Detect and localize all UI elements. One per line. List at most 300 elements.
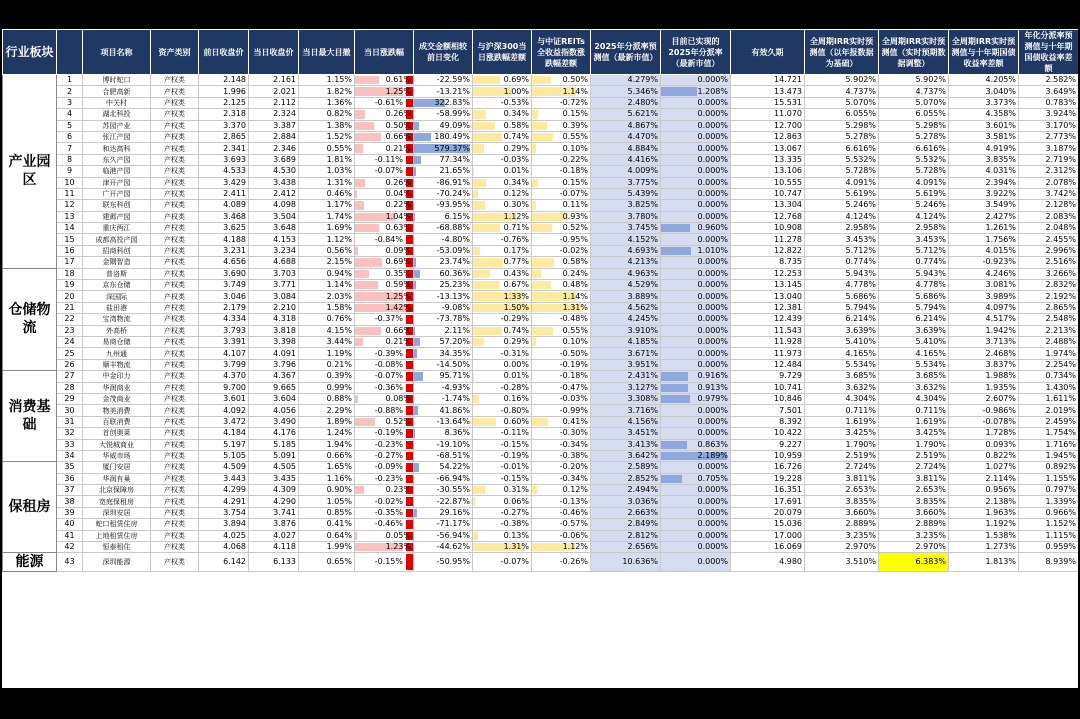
cell-value: 5.943%	[845, 268, 876, 278]
cell-value: -0.18%	[559, 371, 588, 381]
cell-irr-realtime	[879, 439, 949, 450]
pink-data-bar	[355, 179, 365, 187]
cell-vs-hs300	[473, 257, 532, 268]
cell-value: 4.205%	[985, 75, 1016, 85]
cell-vs-reits-index	[532, 359, 591, 370]
cell-value: 8.36%	[444, 428, 470, 438]
cell-irr-realtime	[879, 86, 949, 97]
cell-asset-type	[151, 553, 199, 572]
header-prev-close: 前日收盘价	[199, 30, 249, 75]
cell-irr-annual	[805, 291, 879, 302]
cell-prev-close	[199, 519, 249, 530]
cell-value: 2.582%	[1045, 75, 1076, 85]
cell-value: 16	[64, 246, 75, 256]
cell-vs-reits-index	[532, 439, 591, 450]
cell-irr-spread	[949, 542, 1019, 553]
cell-dist-spread	[1019, 314, 1079, 325]
cell-duration	[731, 542, 805, 553]
cell-prev-close	[199, 257, 249, 268]
cell-dist-spread	[1019, 200, 1079, 211]
table-row	[3, 496, 1079, 507]
cell-value: 0.58%	[503, 120, 529, 130]
table-row	[3, 291, 1079, 302]
cell-value: 3.391	[223, 337, 246, 347]
cell-dist-forecast	[591, 280, 661, 291]
cell-value: 0.66%	[326, 451, 352, 461]
sector-label: 仓储物流	[3, 268, 57, 371]
cell-value: 3.451%	[627, 428, 658, 438]
cell-change	[355, 553, 414, 572]
cell-irr-annual	[805, 223, 879, 234]
cell-dist-realized	[661, 462, 731, 473]
cell-project	[83, 86, 151, 97]
cell-value: 4.416%	[627, 154, 658, 164]
cell-irr-spread	[949, 200, 1019, 211]
cell-dist-forecast	[591, 439, 661, 450]
cell-value: 2.663%	[627, 508, 658, 518]
cell-value: 3.170%	[1045, 120, 1076, 130]
cell-irr-spread	[949, 280, 1019, 291]
cell-value: -0.07%	[500, 557, 529, 567]
cell-value: 2.346	[273, 143, 296, 153]
cell-value: 5.278%	[845, 132, 876, 142]
cell-value: 2	[66, 86, 73, 96]
cell-value: 0.000%	[697, 485, 728, 495]
cell-vs-reits-index	[532, 496, 591, 507]
cell-project	[83, 507, 151, 518]
yellow-data-bar	[473, 201, 485, 209]
cell-irr-realtime	[879, 109, 949, 120]
cell-value: 2.11%	[444, 325, 470, 335]
cell-dist-realized	[661, 257, 731, 268]
cell-value: 0.863%	[697, 439, 728, 449]
cell-value: 0.74%	[503, 325, 529, 335]
cell-value: 9	[66, 166, 73, 176]
cell-value: 3.443	[223, 473, 246, 483]
cell-value: 35	[64, 462, 75, 472]
cell-volume-change	[414, 450, 473, 461]
cell-value: 建邺产园	[102, 212, 131, 221]
header-asset-type: 资产类别	[151, 30, 199, 75]
cell-value: 3.234	[273, 246, 296, 256]
cell-asset-type	[151, 245, 199, 256]
cell-value: 产权类	[164, 235, 185, 244]
cell-duration	[731, 143, 805, 154]
cell-value: 0.41%	[326, 519, 352, 529]
cell-value: 京东仓储	[102, 281, 131, 290]
cell-value: -0.80%	[500, 405, 529, 415]
cell-value: 0.29%	[503, 143, 529, 153]
cell-value: 0.82%	[326, 109, 352, 119]
cell-value: 5.621%	[627, 109, 658, 119]
cell-value: 3.922%	[985, 189, 1016, 199]
table-row	[3, 325, 1079, 336]
cell-max-drawdown	[299, 325, 355, 336]
cell-value: 1.14%	[326, 280, 352, 290]
cell-value: 3.685%	[915, 371, 946, 381]
cell-value: 华润商业	[102, 383, 131, 392]
cell-value: 13.106	[774, 166, 802, 176]
cell-value: 0.76%	[326, 314, 352, 324]
cell-value: 1.36%	[326, 97, 352, 107]
cell-value: 2.125	[223, 97, 246, 107]
table-row	[3, 507, 1079, 518]
cell-irr-realtime	[879, 245, 949, 256]
cell-value: 产权类	[164, 531, 185, 540]
cell-value: 11.928	[774, 337, 802, 347]
cell-vs-hs300	[473, 428, 532, 439]
cell-volume-change	[414, 200, 473, 211]
cell-vs-hs300	[473, 473, 532, 484]
cell-index	[57, 143, 83, 154]
cell-value: 26	[64, 359, 75, 369]
cell-value: 0.99%	[326, 382, 352, 392]
cell-dist-forecast	[591, 154, 661, 165]
cell-dist-spread	[1019, 154, 1079, 165]
cell-prev-close	[199, 371, 249, 382]
cell-irr-annual	[805, 405, 879, 416]
cell-index	[57, 245, 83, 256]
cell-close	[249, 200, 299, 211]
blue-data-bar	[414, 429, 415, 437]
cell-irr-annual	[805, 439, 879, 450]
cell-value: 外高桥	[106, 326, 127, 335]
cell-value: 2.488%	[1045, 337, 1076, 347]
cell-value: 6.383%	[915, 557, 946, 567]
table-row	[3, 177, 1079, 188]
cell-value: 3.671%	[627, 348, 658, 358]
cell-vs-hs300	[473, 268, 532, 279]
cell-value: 20.079	[774, 508, 802, 518]
cell-project	[83, 234, 151, 245]
cell-value: 2.548%	[1045, 314, 1076, 324]
cell-close	[249, 314, 299, 325]
cell-vs-hs300	[473, 86, 532, 97]
cell-volume-change	[414, 154, 473, 165]
cell-vs-reits-index	[532, 257, 591, 268]
cell-value: 6.214%	[915, 314, 946, 324]
cell-value: 2.656%	[627, 542, 658, 552]
cell-asset-type	[151, 314, 199, 325]
table-row	[3, 109, 1079, 120]
cell-close	[249, 382, 299, 393]
cell-vs-reits-index	[532, 348, 591, 359]
cell-value: 4.107	[223, 348, 246, 358]
cell-prev-close	[199, 86, 249, 97]
cell-value: 3.693	[223, 154, 246, 164]
cell-value: 1.99%	[326, 542, 352, 552]
cell-value: 0.979%	[697, 394, 728, 404]
cell-value: 1	[66, 75, 73, 85]
cell-volume-change	[414, 542, 473, 553]
cell-duration	[731, 234, 805, 245]
cell-value: 3.601%	[985, 120, 1016, 130]
cell-duration	[731, 177, 805, 188]
cell-dist-spread	[1019, 542, 1079, 553]
cell-value: 4.505	[273, 462, 296, 472]
cell-value: 2.849%	[627, 519, 658, 529]
cell-max-drawdown	[299, 211, 355, 222]
cell-irr-spread	[949, 382, 1019, 393]
cell-vs-reits-index	[532, 507, 591, 518]
cell-value: 4.015%	[985, 246, 1016, 256]
cell-volume-change	[414, 439, 473, 450]
table-row	[3, 211, 1079, 222]
cell-value: 0.960%	[697, 223, 728, 233]
cell-vs-hs300	[473, 348, 532, 359]
table-row	[3, 428, 1079, 439]
cell-value: -0.36%	[374, 382, 403, 392]
cell-volume-change	[414, 393, 473, 404]
cell-dist-spread	[1019, 348, 1079, 359]
cell-value: 2.021	[273, 86, 296, 96]
cell-dist-spread	[1019, 245, 1079, 256]
yellow-data-bar	[532, 486, 537, 494]
cell-value: 0.000%	[697, 132, 728, 142]
cell-vs-reits-index	[532, 188, 591, 199]
cell-value: 0.000%	[697, 109, 728, 119]
cell-value: 0.000%	[697, 143, 728, 153]
cell-duration	[731, 314, 805, 325]
cell-value: 3.625	[223, 223, 246, 233]
cell-asset-type	[151, 439, 199, 450]
cell-value: 4.867%	[627, 120, 658, 130]
cell-value: 产权类	[164, 292, 185, 301]
cell-irr-spread	[949, 496, 1019, 507]
cell-value: 0.77%	[503, 257, 529, 267]
sector-label: 产业园区	[3, 75, 57, 269]
yellow-data-bar	[473, 110, 486, 118]
cell-value: 1.339%	[1045, 496, 1076, 506]
cell-irr-spread	[949, 530, 1019, 541]
cell-value: 华威市场	[102, 452, 131, 461]
cell-value: 1.996	[223, 86, 246, 96]
pink-data-bar	[355, 133, 381, 141]
cell-change	[355, 245, 414, 256]
cell-irr-annual	[805, 473, 879, 484]
cell-value: 0.66%	[385, 325, 411, 335]
cell-value: 产权类	[164, 497, 185, 506]
cell-dist-realized	[661, 439, 731, 450]
cell-volume-change	[414, 223, 473, 234]
cell-value: 3.742%	[1045, 189, 1076, 199]
pink-data-bar	[355, 395, 358, 403]
cell-asset-type	[151, 223, 199, 234]
cell-irr-spread	[949, 405, 1019, 416]
cell-value: 4.091	[273, 348, 296, 358]
cell-value: 5	[66, 120, 73, 130]
cell-value: 产权类	[164, 155, 185, 164]
blue-data-bar	[661, 247, 691, 255]
table-row	[3, 257, 1079, 268]
cell-change	[355, 200, 414, 211]
cell-duration	[731, 507, 805, 518]
cell-value: 津开产园	[102, 178, 131, 187]
cell-index	[57, 257, 83, 268]
cell-value: 2.852%	[627, 473, 658, 483]
cell-dist-forecast	[591, 450, 661, 461]
cell-duration	[731, 519, 805, 530]
cell-value: 5.712%	[915, 246, 946, 256]
cell-value: 2.865	[223, 132, 246, 142]
cell-max-drawdown	[299, 485, 355, 496]
cell-value: 3.716%	[627, 405, 658, 415]
header-irr-spread: 全周期IRR实时预测值与十年期国债收益率差额	[949, 30, 1019, 75]
cell-value: 产权类	[164, 110, 185, 119]
cell-vs-hs300	[473, 542, 532, 553]
cell-value: 3.889%	[627, 291, 658, 301]
cell-value: 0.000%	[697, 416, 728, 426]
cell-irr-realtime	[879, 166, 949, 177]
cell-value: -0.27%	[500, 508, 529, 518]
cell-irr-spread	[949, 109, 1019, 120]
cell-max-drawdown	[299, 120, 355, 131]
cell-value: -0.18%	[559, 166, 588, 176]
cell-change	[355, 519, 414, 530]
cell-volume-change	[414, 109, 473, 120]
cell-value: 3.894	[223, 519, 246, 529]
cell-prev-close	[199, 553, 249, 572]
cell-value: 0.24%	[562, 268, 588, 278]
cell-value: -0.38%	[559, 451, 588, 461]
cell-irr-spread	[949, 211, 1019, 222]
cell-prev-close	[199, 439, 249, 450]
cell-vs-reits-index	[532, 450, 591, 461]
cell-change	[355, 291, 414, 302]
cell-change	[355, 280, 414, 291]
cell-index	[57, 314, 83, 325]
cell-value: 11	[64, 189, 75, 199]
cell-value: 2.148	[223, 75, 246, 85]
cell-value: 产权类	[164, 178, 185, 187]
table-row	[3, 462, 1079, 473]
cell-prev-close	[199, 302, 249, 313]
cell-duration	[731, 257, 805, 268]
yellow-data-bar	[532, 179, 538, 187]
cell-value: 34	[64, 451, 75, 461]
cell-value: 产权类	[164, 269, 185, 278]
cell-value: 10.959	[774, 451, 802, 461]
cell-dist-forecast	[591, 393, 661, 404]
cell-vs-hs300	[473, 530, 532, 541]
cell-index	[57, 371, 83, 382]
cell-value: 32	[64, 428, 75, 438]
cell-value: 5.298%	[845, 120, 876, 130]
cell-value: 产权类	[164, 121, 185, 130]
cell-close	[249, 143, 299, 154]
table-row	[3, 268, 1079, 279]
cell-value: 0.31%	[503, 485, 529, 495]
cell-value: 产权类	[164, 338, 185, 347]
cell-prev-close	[199, 177, 249, 188]
cell-value: 4.963%	[627, 268, 658, 278]
cell-close	[249, 109, 299, 120]
cell-value: 9.227	[779, 439, 802, 449]
cell-dist-spread	[1019, 439, 1079, 450]
table-row	[3, 439, 1079, 450]
cell-value: -0.22%	[559, 154, 588, 164]
cell-dist-realized	[661, 131, 731, 142]
cell-value: 2.889%	[845, 519, 876, 529]
cell-value: 2.607%	[985, 394, 1016, 404]
cell-value: -0.61%	[374, 97, 403, 107]
cell-index	[57, 393, 83, 404]
cell-irr-realtime	[879, 302, 949, 313]
cell-vs-hs300	[473, 131, 532, 142]
cell-max-drawdown	[299, 507, 355, 518]
cell-value: 0.000%	[697, 405, 728, 415]
cell-value: 2.192%	[1045, 291, 1076, 301]
cell-value: 33	[64, 439, 75, 449]
cell-duration	[731, 462, 805, 473]
cell-value: -56.94%	[436, 530, 470, 540]
cell-value: -0.28%	[500, 382, 529, 392]
cell-value: 8.939%	[1045, 557, 1076, 567]
cell-dist-forecast	[591, 245, 661, 256]
cell-close	[249, 245, 299, 256]
cell-value: 24	[64, 337, 75, 347]
cell-volume-change	[414, 348, 473, 359]
cell-value: -0.76%	[500, 234, 529, 244]
cell-vs-reits-index	[532, 75, 591, 86]
cell-irr-spread	[949, 553, 1019, 572]
cell-value: 1.619%	[915, 416, 946, 426]
cell-dist-spread	[1019, 166, 1079, 177]
cell-project	[83, 200, 151, 211]
cell-volume-change	[414, 485, 473, 496]
cell-vs-hs300	[473, 280, 532, 291]
cell-value: 4.562%	[627, 303, 658, 312]
cell-value: 1.19%	[326, 348, 352, 358]
sector-label: 能源	[3, 553, 57, 572]
blue-data-bar	[414, 167, 416, 175]
cell-value: 1.05%	[326, 496, 352, 506]
cell-value: -0.11%	[374, 154, 403, 164]
cell-value: 4.031%	[985, 166, 1016, 176]
yellow-data-bar	[532, 110, 538, 118]
cell-irr-annual	[805, 131, 879, 142]
cell-volume-change	[414, 530, 473, 541]
cell-value: 1.50%	[503, 303, 529, 312]
cell-change	[355, 462, 414, 473]
cell-value: 3.472	[223, 416, 246, 426]
cell-asset-type	[151, 166, 199, 177]
pink-data-bar	[355, 270, 369, 278]
cell-value: 4.299	[223, 485, 246, 495]
cell-value: 3	[66, 97, 73, 107]
cell-irr-spread	[949, 450, 1019, 461]
cell-change	[355, 223, 414, 234]
cell-index	[57, 86, 83, 97]
cell-value: 49.09%	[439, 120, 470, 130]
cell-value: 30	[64, 405, 75, 415]
cell-value: 0.711%	[915, 405, 946, 415]
cell-irr-realtime	[879, 542, 949, 553]
cell-vs-reits-index	[532, 86, 591, 97]
cell-value: 3.793	[223, 325, 246, 335]
cell-value: 2.719%	[1045, 154, 1076, 164]
cell-index	[57, 120, 83, 131]
cell-value: 19	[64, 280, 75, 290]
cell-dist-forecast	[591, 291, 661, 302]
pink-data-bar	[355, 190, 357, 198]
cell-value: 0.08%	[385, 394, 411, 404]
cell-prev-close	[199, 496, 249, 507]
cell-dist-forecast	[591, 348, 661, 359]
cell-value: 0.959%	[1045, 542, 1076, 552]
cell-value: 2.519%	[915, 451, 946, 461]
cell-value: 0.797%	[1045, 485, 1076, 495]
